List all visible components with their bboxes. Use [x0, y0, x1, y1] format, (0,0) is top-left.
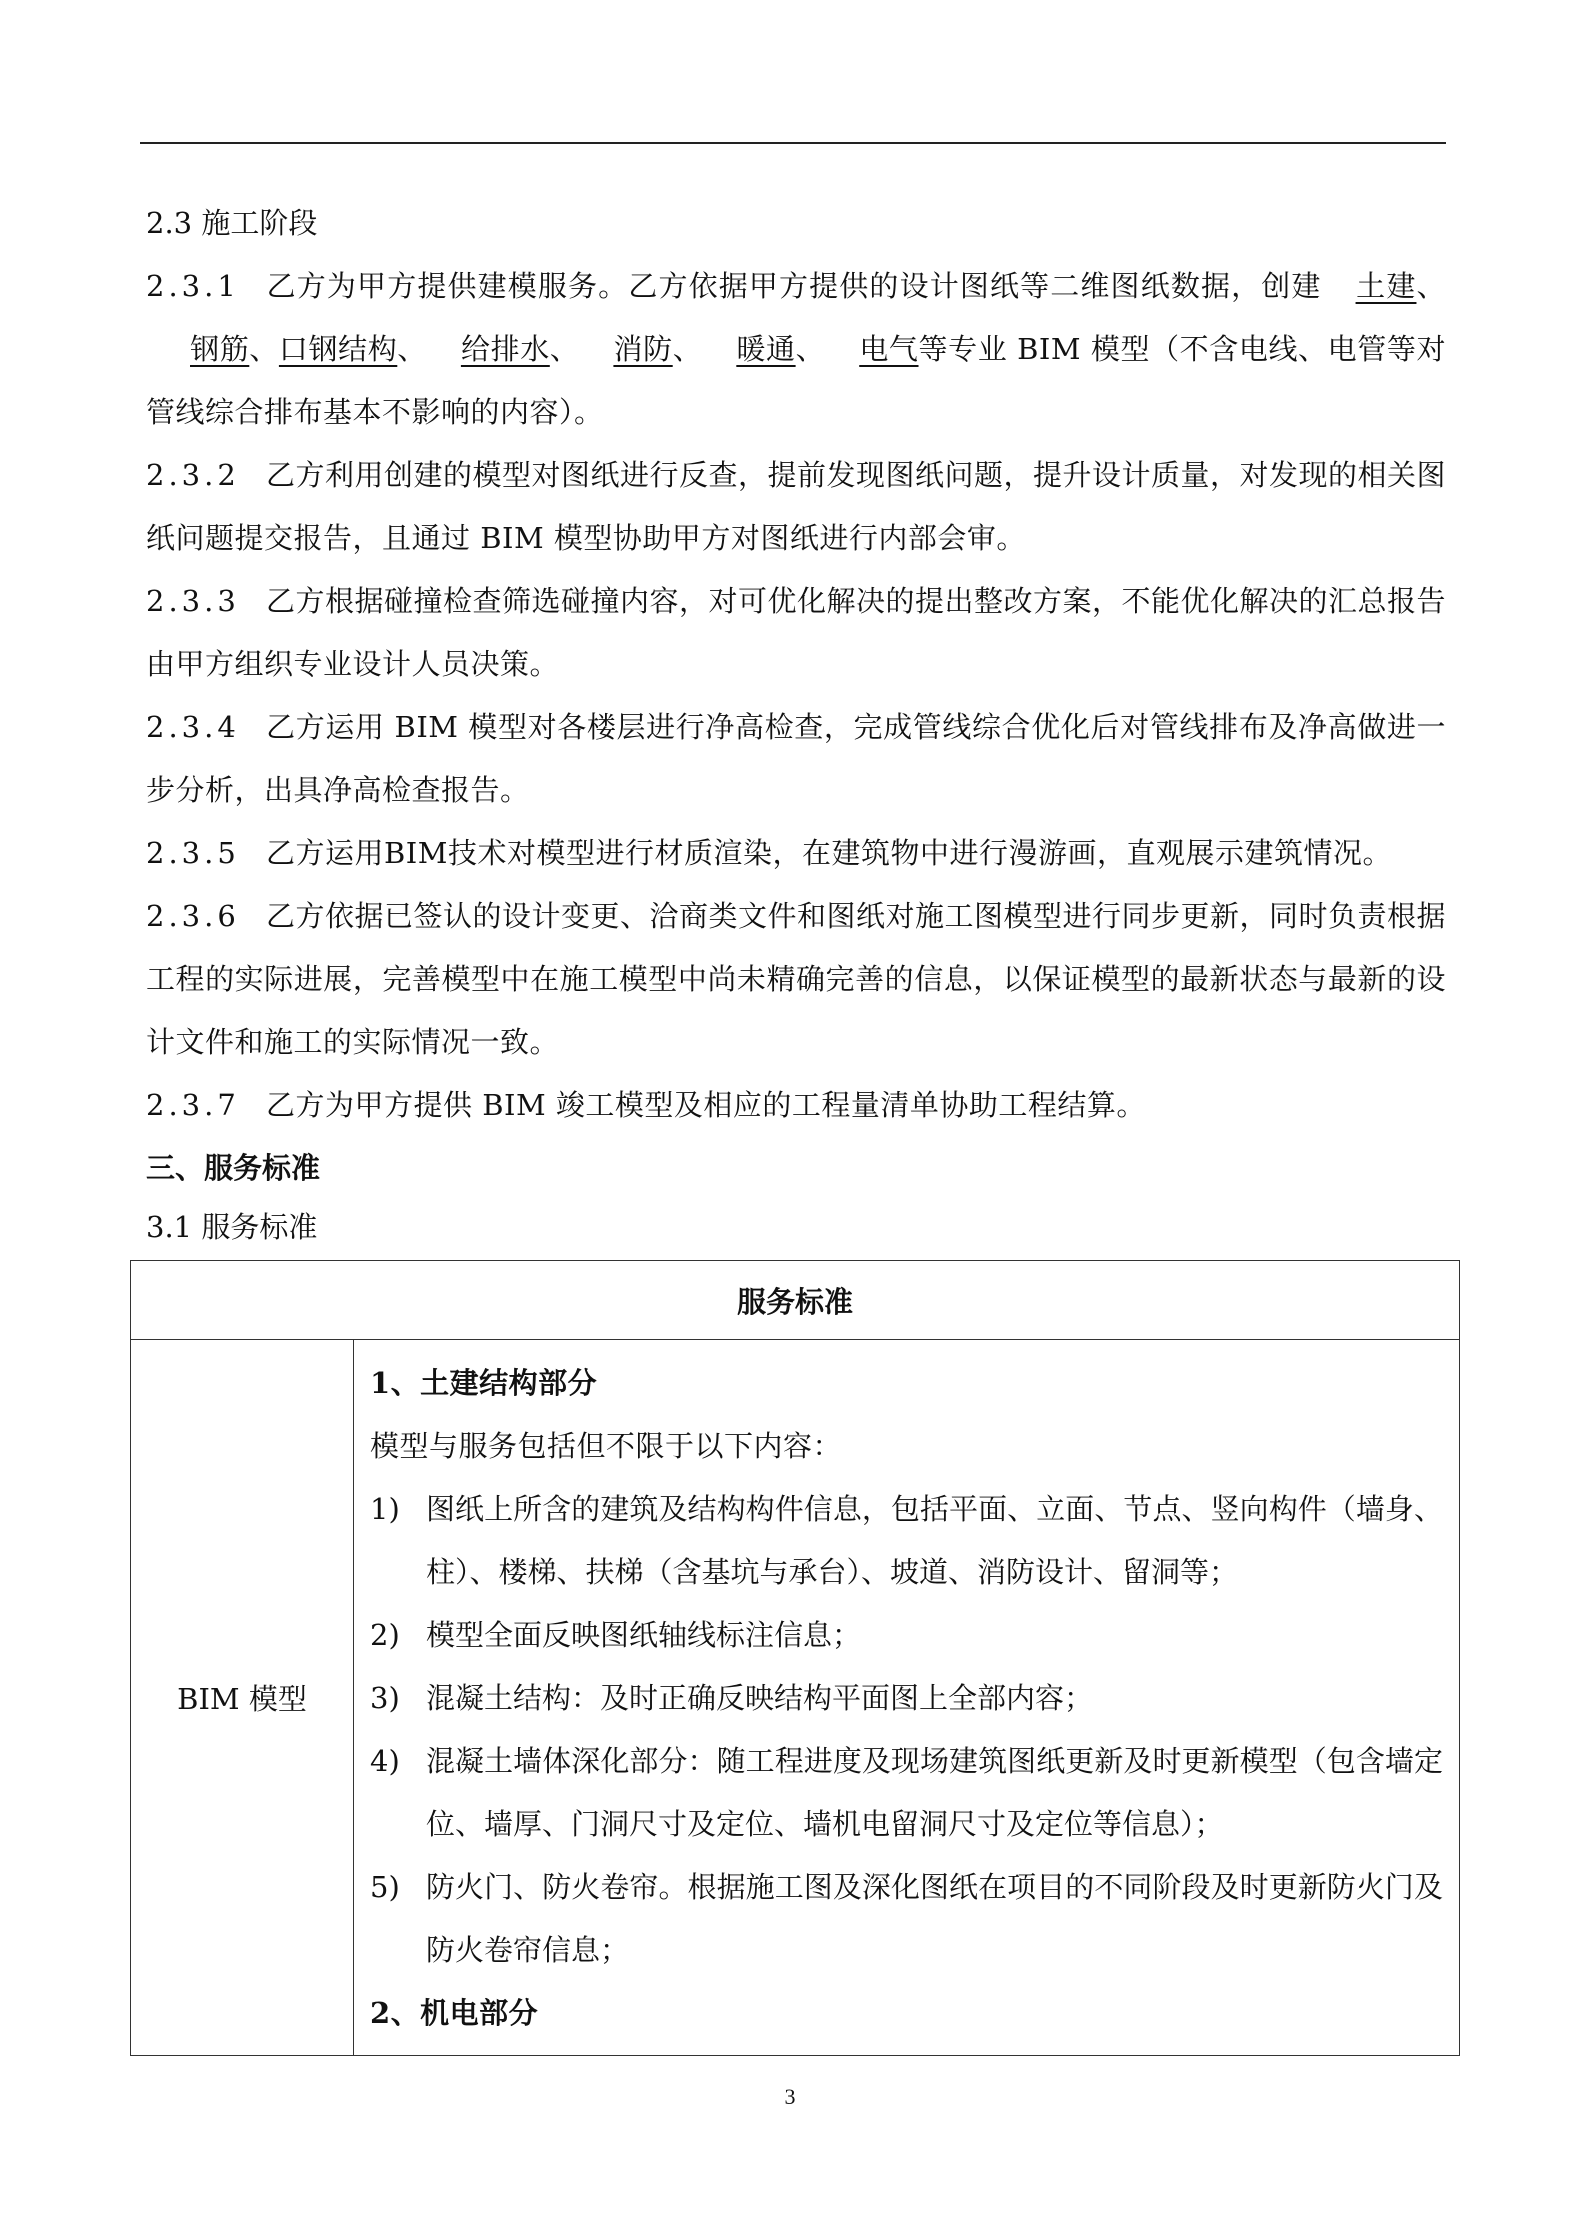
service-standard-table: [130, 1260, 1460, 2056]
section-3-1-subtitle: 3.1 服务标准: [146, 1210, 318, 1244]
list-item: [370, 1730, 1443, 1856]
intro-text: 模型与服务包括但不限于以下内容：: [370, 1429, 843, 1463]
item-number: 2.3.5: [146, 836, 240, 870]
row-label: BIM 模型: [131, 1340, 354, 2056]
item-number: 2.3.1: [146, 269, 240, 303]
paragraph-text: 乙方依据已签认的设计变更、洽商类文件和图纸对施工图模型进行同步更新，同时负责根据工程的实际进展，完善模型中在施工模型中尚未精确完善的信息，以保证模型的最新状态与最新的设计文件和施工的实际情况一致。: [146, 899, 1447, 1059]
list-item: [370, 1667, 1443, 1730]
paragraph-text: 乙方运用 BIM 模型对各楼层进行净高检查，完成管线综合优化后对管线排布及净高做进一步分析，出具净高检查报告。: [146, 710, 1446, 807]
table-header: 服务标准: [131, 1261, 1460, 1340]
item-number: 2.3.2: [146, 458, 240, 492]
paragraph-2-3-5: [146, 822, 1446, 885]
item-number: 2.3.7: [146, 1088, 240, 1122]
row-content: [354, 1340, 1460, 2056]
paragraph-text: 乙方为甲方提供 BIM 竣工模型及相应的工程量清单协助工程结算。: [266, 1088, 1146, 1122]
blank-field: 消防: [613, 332, 673, 366]
list-text: 混凝土结构：及时正确反映结构平面图上全部内容；: [426, 1681, 1094, 1715]
list-item: [370, 1478, 1443, 1604]
page-number: 3: [784, 2084, 796, 2109]
item-number: 2.3.6: [146, 899, 240, 933]
list-marker: 2): [370, 1618, 400, 1652]
item-number: 2.3.3: [146, 584, 240, 618]
paragraph-text: 乙方为甲方提供建模服务。乙方依据甲方提供的设计图纸等二维图纸数据，创建: [266, 269, 1322, 303]
blank-field: 钢筋: [190, 332, 250, 366]
separator: 、: [795, 332, 826, 366]
separator: 、: [249, 332, 279, 366]
list-text: 防火门、防火卷帘。根据施工图及深化图纸在项目的不同阶段及时更新防火门及防火卷帘信息；: [426, 1870, 1443, 1967]
section-3-title: 三、服务标准: [146, 1151, 321, 1185]
blank-field: 土建: [1355, 269, 1417, 303]
paragraph-2-3-4: [146, 696, 1446, 822]
paragraph-2-3-2: [146, 444, 1446, 570]
blank-field: 口钢结构: [278, 332, 398, 366]
blank-field: 电气: [859, 332, 919, 366]
list-item: [370, 1604, 1443, 1667]
header-rule: [140, 142, 1446, 144]
section-2-3-title: 2.3 施工阶段: [146, 206, 318, 240]
paragraph-text: 等专业 BIM 模型（不含电线、电管等对管线综合排布基本不影响的内容）。: [146, 332, 1446, 429]
list-text: 图纸上所含的建筑及结构构件信息，包括平面、立面、节点、竖向构件（墙身、柱）、楼梯、扶梯（含基坑与承台）、坡道、消防设计、留洞等；: [426, 1492, 1443, 1589]
list-marker: 4): [370, 1744, 400, 1778]
paragraph-2-3-3: [146, 570, 1446, 696]
list-item: [370, 1856, 1443, 1982]
blank-field: 暖通: [736, 332, 796, 366]
paragraph-2-3-1: [146, 255, 1446, 444]
list-marker: 3): [370, 1681, 400, 1715]
separator: 、: [549, 332, 580, 366]
paragraph-2-3-7: [146, 1074, 1446, 1137]
part-2-title: 2、机电部分: [370, 1996, 539, 2030]
separator: 、: [1416, 269, 1446, 303]
list-text: 混凝土墙体深化部分：随工程进度及现场建筑图纸更新及时更新模型（包含墙定位、墙厚、门洞尺寸及定位、墙机电留洞尺寸及定位等信息）；: [426, 1744, 1443, 1841]
separator: 、: [672, 332, 703, 366]
list-text: 模型全面反映图纸轴线标注信息；: [426, 1618, 862, 1652]
paragraph-text: 乙方根据碰撞检查筛选碰撞内容，对可优化解决的提出整改方案，不能优化解决的汇总报告由甲方组织专业设计人员决策。: [146, 584, 1447, 681]
blank-field: 给排水: [460, 332, 550, 366]
part-1-title: 1、土建结构部分: [370, 1366, 598, 1400]
paragraph-2-3-6: [146, 885, 1446, 1074]
item-number: 2.3.4: [146, 710, 240, 744]
paragraph-text: 乙方利用创建的模型对图纸进行反查，提前发现图纸问题，提升设计质量，对发现的相关图纸问题提交报告，且通过 BIM 模型协助甲方对图纸进行内部会审。: [146, 458, 1447, 555]
list-marker: 1): [370, 1492, 400, 1526]
separator: 、: [397, 332, 427, 366]
list-marker: 5): [370, 1870, 400, 1904]
paragraph-text: 乙方运用BIM技术对模型进行材质渲染，在建筑物中进行漫游画，直观展示建筑情况。: [266, 836, 1392, 870]
